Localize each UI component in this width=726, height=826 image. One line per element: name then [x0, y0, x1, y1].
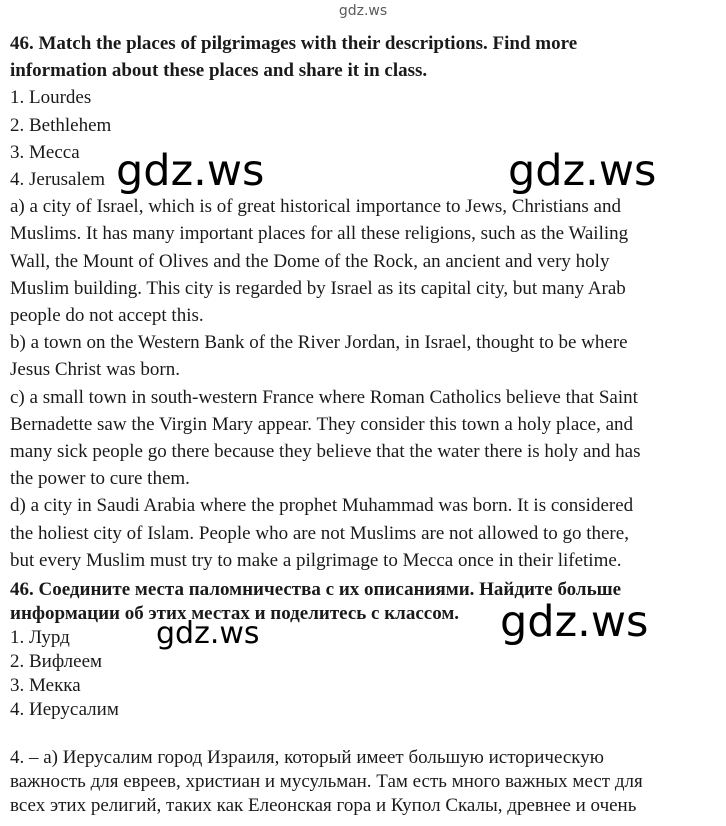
description-line: many sick people go there because they believe that the water there is holy and has: [10, 441, 641, 463]
english-exercise: [10, 30, 716, 574]
description-line: Jesus Christ was born.: [10, 359, 180, 381]
place-item-ru: 4. Иерусалим: [10, 699, 119, 720]
answer-line: всех этих религий, таких как Елеонская гора и Купол Скалы, древнее и очень: [10, 795, 637, 816]
exercise-title-line: 46. Match the places of pilgrimages with their descriptions. Find more: [10, 33, 578, 54]
description-line: Muslims. It has many important places for all these religions, such as the Wailing: [10, 223, 629, 245]
watermark: gdz.ws: [116, 146, 265, 196]
site-watermark-top: gdz.ws: [338, 3, 388, 19]
description-line: b) a town on the Western Bank of the River Jordan, in Israel, thought to be where: [10, 332, 628, 354]
place-item: 1. Lourdes: [10, 87, 92, 109]
exercise-title-line: information about these places and share it in class.: [10, 60, 428, 82]
answer-line: важность для евреев, христиан и мусульман. Там есть много важных мест для: [10, 771, 643, 792]
place-item: 4. Jerusalem: [10, 169, 105, 191]
description-line: a) a city of Israel, which is of great historical importance to Jews, Christians and: [10, 196, 621, 218]
watermark: gdz.ws: [156, 616, 260, 651]
place-item: 3. Mecca: [10, 141, 80, 163]
place-item: 2. Bethlehem: [10, 114, 112, 136]
description-line: c) a small town in south-western France where Roman Catholics believe that Saint: [10, 386, 638, 408]
translation-title-line: информации об этих местах и поделитесь с классом.: [10, 603, 460, 624]
answer-line: 4. – а) Иерусалим город Израиля, который имеет большую историческую: [10, 747, 604, 768]
watermark: gdz.ws: [508, 146, 657, 196]
description-line: but every Muslim must try to make a pilgrimage to Mecca once in their lifetime.: [10, 549, 622, 571]
place-item-ru: 1. Лурд: [10, 627, 70, 648]
description-line: d) a city in Saudi Arabia where the prophet Muhammad was born. It is considered: [10, 495, 634, 517]
description-line: Muslim building. This city is regarded by Israel as its capital city, but many Arab: [10, 277, 626, 299]
place-item-ru: 2. Вифлеем: [10, 651, 103, 672]
description-line: people do not accept this.: [10, 305, 204, 327]
description-line: the holiest city of Islam. People who are not Muslims are not allowed to go there,: [10, 522, 629, 544]
paragraph-gap: [10, 722, 716, 746]
translation-title-line: 46. Соедините места паломничества с их описаниями. Найдите больше: [10, 579, 622, 600]
description-line: Wall, the Mount of Olives and the Dome of the Rock, an ancient and very holy: [10, 250, 610, 272]
description-line: Bernadette saw the Virgin Mary appear. They consider this town a holy place, and: [10, 413, 634, 435]
watermark: gdz.ws: [500, 597, 649, 647]
description-line: the power to cure them.: [10, 468, 190, 490]
place-item-ru: 3. Мекка: [10, 675, 81, 696]
